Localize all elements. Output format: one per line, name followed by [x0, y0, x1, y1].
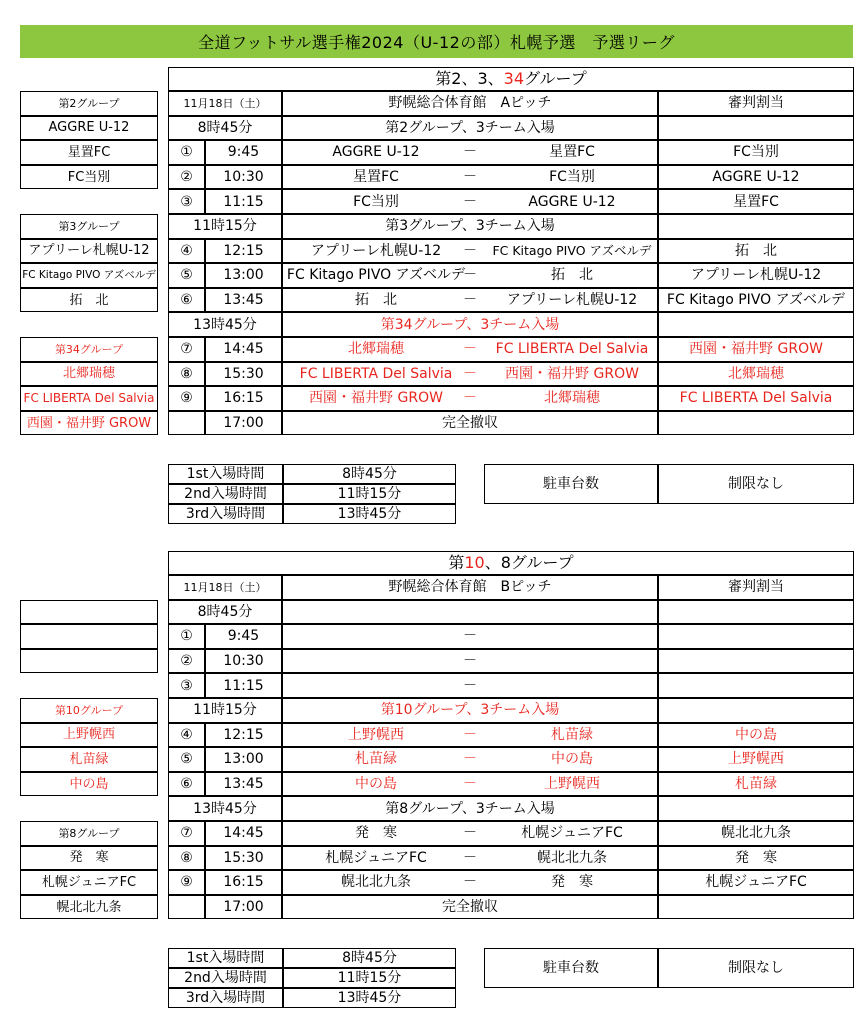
home-team [284, 649, 468, 674]
match-time: 9:45 [227, 628, 260, 645]
match-number: ⑦ [180, 341, 193, 358]
versus-dash: － [463, 628, 477, 645]
referee-team: 西園・福井野 GROW [689, 341, 823, 358]
final-referee-cell [658, 895, 854, 920]
venue-name: 野幌総合体育館 Bピッチ [388, 579, 552, 596]
entry-referee-cell [658, 698, 854, 723]
group-name: 第8グループ [58, 826, 120, 840]
referee-team: FC当別 [733, 144, 779, 161]
group-name: 第10グループ [54, 703, 124, 717]
versus-dash: － [463, 267, 477, 284]
final-text: 完全撤収 [442, 899, 498, 916]
group-team: 中の島 [69, 776, 109, 792]
entry-time-value: 11時15分 [337, 970, 402, 986]
versus-dash: － [463, 726, 477, 743]
group-name: 第3グループ [58, 219, 120, 233]
versus-dash: － [463, 193, 477, 210]
group-empty-cell [20, 624, 158, 649]
home-team: アプリーレ札幌U-12 [310, 242, 442, 259]
entry-referee-cell [658, 796, 854, 821]
versus-dash: － [463, 365, 477, 382]
group-team: FC当別 [67, 169, 111, 185]
home-team: 札幌ジュニアFC [325, 849, 427, 866]
entry-time-label: 2nd入場時間 [184, 970, 267, 986]
home-team: 発 寒 [355, 825, 397, 842]
entry-time: 8時45分 [197, 603, 253, 620]
home-team: 北郷瑞穂 [348, 341, 404, 358]
group-header [168, 67, 854, 91]
away-team [488, 649, 656, 674]
referee-team: アプリーレ札幌U-12 [690, 267, 822, 284]
away-team: AGGRE U-12 [528, 193, 616, 210]
entry-time-value: 8時45分 [342, 950, 397, 966]
away-team: 上野幌西 [544, 776, 600, 793]
match-time: 12:15 [223, 242, 264, 259]
match-time: 14:45 [223, 341, 264, 358]
entry-text: 第3グループ、3チーム入場 [385, 218, 555, 235]
group-team: 札苗緑 [69, 751, 109, 767]
group-team: 上野幌西 [62, 727, 115, 743]
match-number: ③ [180, 193, 193, 210]
entry-referee-cell [658, 116, 854, 141]
match-time: 16:15 [223, 390, 264, 407]
group-header-prefix: 第2、3、 [435, 69, 504, 88]
match-time: 14:45 [223, 825, 264, 842]
home-team: FC LIBERTA Del Salvia [299, 365, 453, 382]
entry-time-value: 11時15分 [337, 486, 402, 502]
match-time: 13:45 [223, 776, 264, 793]
entry-text [282, 600, 658, 625]
versus-dash: － [463, 677, 477, 694]
group-team: 北郷瑞穂 [62, 366, 115, 382]
match-number: ② [180, 653, 193, 670]
referee-team: AGGRE U-12 [712, 169, 800, 186]
group-team: 発 寒 [69, 850, 109, 866]
entry-time-label: 1st入場時間 [186, 466, 265, 482]
match-number: ③ [180, 677, 193, 694]
parking-value: 制限なし [728, 476, 784, 492]
entry-time: 13時45分 [193, 800, 257, 817]
versus-dash: － [463, 169, 477, 186]
group-team: FC Kitago PIVO アズベルデ [22, 269, 156, 282]
versus-dash: － [463, 751, 477, 768]
away-team: 幌北北九条 [537, 849, 607, 866]
versus-dash: － [463, 849, 477, 866]
versus-dash: － [463, 874, 477, 891]
match-number: ⑤ [180, 267, 193, 284]
versus-dash: － [463, 242, 477, 259]
entry-time: 8時45分 [197, 119, 253, 136]
referee-team [658, 649, 854, 674]
home-team: FC当別 [353, 193, 399, 210]
group-empty-cell [20, 600, 158, 625]
match-time: 10:30 [223, 653, 264, 670]
entry-time-value: 13時45分 [337, 506, 402, 522]
group-name: 第34グループ [54, 342, 124, 356]
home-team: 幌北北九条 [341, 874, 411, 891]
match-number: ② [180, 169, 193, 186]
entry-text: 第34グループ、3チーム入場 [380, 316, 560, 333]
group-header [168, 551, 854, 575]
entry-referee-cell [658, 312, 854, 337]
match-time: 12:15 [223, 726, 264, 743]
match-number: ⑤ [180, 751, 193, 768]
match-time: 13:00 [223, 751, 264, 768]
match-time: 10:30 [223, 169, 264, 186]
versus-dash: － [463, 776, 477, 793]
referee-team: 星置FC [733, 193, 779, 210]
referee-team: 中の島 [735, 726, 777, 743]
match-number: ⑧ [180, 365, 193, 382]
home-team [284, 673, 468, 698]
versus-dash: － [463, 825, 477, 842]
match-number: ⑥ [180, 292, 193, 309]
away-team: FC LIBERTA Del Salvia [495, 341, 649, 358]
group-team: 西園・福井野 GROW [26, 415, 152, 431]
home-team [284, 624, 468, 649]
away-team: アプリーレ札幌U-12 [506, 292, 638, 309]
versus-dash: － [463, 341, 477, 358]
parking-label: 駐車台数 [543, 960, 599, 976]
referee-team: 発 寒 [735, 849, 777, 866]
group-team: 拓 北 [69, 292, 109, 308]
final-time: 17:00 [223, 899, 264, 916]
entry-text: 第2グループ、3チーム入場 [385, 119, 555, 136]
group-team: アプリーレ札幌U-12 [28, 243, 150, 259]
home-team: AGGRE U-12 [332, 144, 420, 161]
match-date: 11月18日（土） [183, 580, 267, 594]
group-header-prefix: 第 [448, 553, 465, 572]
entry-time-label: 1st入場時間 [186, 950, 265, 966]
match-number: ⑦ [180, 825, 193, 842]
referee-team: 札苗緑 [735, 776, 777, 793]
entry-referee-cell [658, 600, 854, 625]
match-number: ① [180, 144, 193, 161]
home-team: 拓 北 [355, 292, 397, 309]
venue-name: 野幌総合体育館 Aピッチ [388, 95, 552, 112]
referee-header: 審判割当 [728, 95, 784, 112]
page-title: 全道フットサル選手権2024（U-12の部）札幌予選 予選リーグ [198, 33, 675, 52]
parking-label: 駐車台数 [543, 476, 599, 492]
versus-dash: － [463, 144, 477, 161]
away-team [488, 673, 656, 698]
match-number: ④ [180, 242, 193, 259]
entry-time: 13時45分 [193, 316, 257, 333]
group-team: FC LIBERTA Del Salvia [23, 391, 155, 406]
group-team: 札幌ジュニアFC [41, 874, 137, 890]
away-team: 拓 北 [551, 267, 593, 284]
group-header-highlight: 10 [464, 553, 485, 572]
group-team: 幌北北九条 [56, 899, 122, 915]
match-time: 16:15 [223, 874, 264, 891]
match-number: ① [180, 628, 193, 645]
match-time: 13:45 [223, 292, 264, 309]
final-no-cell [168, 411, 205, 436]
away-team: 北郷瑞穂 [544, 390, 600, 407]
referee-header: 審判割当 [728, 579, 784, 596]
entry-time-label: 3rd入場時間 [185, 506, 266, 522]
final-referee-cell [658, 411, 854, 436]
match-time: 11:15 [223, 677, 264, 694]
match-time: 13:00 [223, 267, 264, 284]
final-time: 17:00 [223, 415, 264, 432]
referee-team: 札幌ジュニアFC [705, 874, 807, 891]
away-team: FC当別 [549, 169, 595, 186]
entry-time-value: 13時45分 [337, 990, 402, 1006]
match-time: 11:15 [223, 193, 264, 210]
versus-dash: － [463, 292, 477, 309]
home-team: 上野幌西 [348, 726, 404, 743]
match-time: 9:45 [227, 144, 260, 161]
entry-time-label: 2nd入場時間 [184, 486, 267, 502]
match-number: ④ [180, 726, 193, 743]
group-header-highlight: 34 [503, 69, 524, 88]
parking-value: 制限なし [728, 960, 784, 976]
match-number: ⑥ [180, 776, 193, 793]
away-team: 西園・福井野 GROW [505, 365, 639, 382]
entry-text: 第10グループ、3チーム入場 [380, 702, 560, 719]
referee-team [658, 624, 854, 649]
final-text: 完全撤収 [442, 415, 498, 432]
referee-team: 拓 北 [735, 242, 777, 259]
entry-time-label: 3rd入場時間 [185, 990, 266, 1006]
home-team: 星置FC [353, 169, 399, 186]
page-title-banner [20, 25, 853, 58]
away-team: 札苗緑 [551, 726, 593, 743]
home-team: 中の島 [355, 776, 397, 793]
entry-referee-cell [658, 214, 854, 239]
group-header-suffix: 、8グループ [484, 553, 574, 572]
away-team: 星置FC [549, 144, 595, 161]
entry-time-value: 8時45分 [342, 466, 397, 482]
referee-team: 幌北北九条 [721, 825, 791, 842]
home-team: 札苗緑 [355, 751, 397, 768]
away-team: 中の島 [551, 751, 593, 768]
referee-team: 北郷瑞穂 [728, 365, 784, 382]
group-name: 第2グループ [58, 96, 120, 110]
entry-time: 11時15分 [193, 218, 257, 235]
match-number: ⑨ [180, 874, 193, 891]
group-team: AGGRE U-12 [48, 120, 130, 136]
away-team: FC Kitago PIVO アズベルデ [492, 242, 652, 258]
final-no-cell [168, 895, 205, 920]
group-empty-cell [20, 649, 158, 674]
versus-dash: － [463, 390, 477, 407]
entry-time: 11時15分 [193, 702, 257, 719]
group-header-suffix: グループ [524, 69, 587, 88]
referee-team [658, 673, 854, 698]
entry-text: 第8グループ、3チーム入場 [385, 800, 555, 817]
match-date: 11月18日（土） [183, 96, 267, 110]
away-team [488, 624, 656, 649]
match-time: 15:30 [223, 849, 264, 866]
away-team: 札幌ジュニアFC [521, 825, 623, 842]
referee-team: FC LIBERTA Del Salvia [679, 390, 833, 407]
versus-dash: － [463, 653, 477, 670]
referee-team: FC Kitago PIVO アズベルデ [666, 292, 846, 309]
home-team: 西園・福井野 GROW [309, 390, 443, 407]
group-team: 星置FC [67, 144, 111, 160]
match-number: ⑨ [180, 390, 193, 407]
away-team: 発 寒 [551, 874, 593, 891]
home-team: FC Kitago PIVO アズベルデ [286, 267, 466, 284]
match-time: 15:30 [223, 365, 264, 382]
match-number: ⑧ [180, 849, 193, 866]
referee-team: 上野幌西 [728, 751, 784, 768]
